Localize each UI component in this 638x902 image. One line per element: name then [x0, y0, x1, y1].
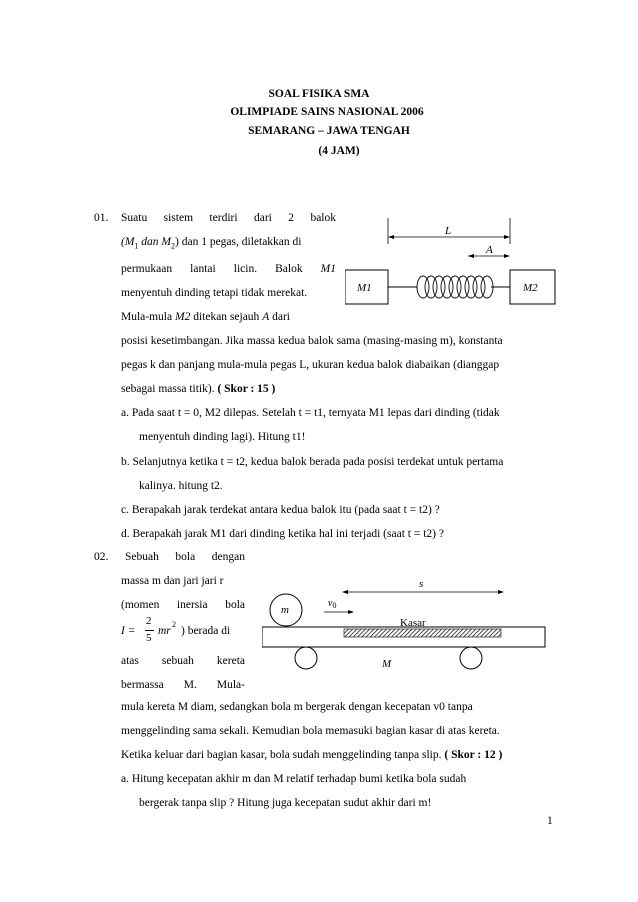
- q1-l3b: M1: [320, 263, 336, 275]
- q1-line-8: [121, 382, 275, 396]
- q1-l5b: M2: [174, 311, 191, 323]
- q1-l2c: dan M: [138, 236, 172, 248]
- q2-l4den: 5: [146, 632, 152, 644]
- q1-l5e: dari: [269, 311, 290, 323]
- q1-item-d: d. Berapakah jarak M1 dari dinding ketika hal ini terjadi (saat t = t2) ?: [121, 528, 444, 540]
- q2-line-6: bermassa M. Mula-: [121, 679, 245, 691]
- q1-l5a: Mula-mula: [121, 311, 175, 323]
- label-A: A: [486, 244, 493, 256]
- q1-line-2: [121, 235, 301, 253]
- q1-item-a-2: menyentuh dinding lagi). Hitung t1!: [139, 431, 306, 443]
- q2-score: ( Skor : 12 ): [444, 749, 503, 761]
- q1-item-a-1: a. Pada saat t = 0, M2 dilepas. Setelah t = t1, ternyata M1 lepas dari dinding (tidak: [121, 407, 500, 419]
- title-line-2: OLIMPIADE SAINS NASIONAL 2006: [230, 106, 424, 118]
- title-line-1: SOAL FISIKA SMA: [268, 88, 370, 100]
- q1-number: 01.: [94, 212, 109, 224]
- q1-line-5: [121, 310, 290, 324]
- q1-l2d: 2: [171, 241, 176, 251]
- q2-l4sup: 2: [172, 620, 176, 629]
- q1-l2a: (M: [121, 236, 135, 248]
- q1-score: ( Skor : 15 ): [217, 383, 276, 395]
- q2-l9a: Ketika keluar dari bagian kasar, bola sudah menggelinding tanpa slip.: [121, 749, 445, 761]
- title-line-4: (4 JAM): [318, 145, 360, 157]
- page-number: 1: [547, 815, 553, 827]
- label-m2: M2: [523, 282, 538, 294]
- q1-line-7: pegas k dan panjang mula-mula pegas L, ukuran kedua balok diabaikan (dianggap: [121, 359, 500, 371]
- q1-l3a: permukaan lantai licin. Balok: [121, 263, 321, 275]
- q2-line-8: menggelinding sama sekali. Kemudian bola memasuki bagian kasar di atas kereta.: [121, 725, 500, 737]
- fraction-bar: [145, 630, 154, 631]
- q2-line-4: [121, 616, 251, 648]
- q2-l4num: 2: [146, 615, 152, 627]
- q2-l4a: I =: [121, 625, 136, 637]
- q1-l8a: sebagai massa titik).: [121, 383, 218, 395]
- q2-l4b: mr: [158, 625, 171, 637]
- q1-l2e: ) dan 1 pegas, diletakkan di: [175, 236, 302, 248]
- label-m1: M1: [357, 282, 372, 294]
- q2-line-9: [121, 748, 502, 762]
- q1-l5d: A: [262, 311, 270, 323]
- q1-l2b: 1: [134, 241, 139, 251]
- label-s: s: [419, 578, 424, 590]
- wheel-left: [295, 647, 317, 669]
- q1-l5c: ditekan sejauh: [190, 311, 263, 323]
- q1-line-1: Suatu sistem terdiri dari 2 balok: [121, 212, 336, 224]
- label-L: L: [445, 225, 452, 237]
- wheel-right: [460, 647, 482, 669]
- q2-l4c: ) berada di: [181, 625, 231, 637]
- label-m: m: [281, 604, 289, 616]
- q1-line-6: posisi kesetimbangan. Jika massa kedua balok sama (masing-masing m), konstanta: [121, 335, 503, 347]
- q2-line-7: mula kereta M diam, sedangkan bola m bergerak dengan kecepatan v0 tanpa: [121, 701, 473, 713]
- label-cart-M: M: [382, 658, 392, 670]
- q1-line-3: [121, 262, 336, 276]
- label-v0: $v_0$: [328, 598, 337, 610]
- q2-item-a-1: a. Hitung kecepatan akhir m dan M relatif terhadap bumi ketika bola sudah: [121, 773, 467, 785]
- q1-item-b-1: b. Selanjutnya ketika t = t2, kedua balok berada pada posisi terdekat untuk pertama: [121, 456, 504, 468]
- label-kasar: Kasar: [400, 617, 426, 629]
- q2-line-2: massa m dan jari jari r: [121, 575, 224, 587]
- q1-item-c: c. Berapakah jarak terdekat antara kedua balok itu (pada saat t = t2) ?: [121, 504, 440, 516]
- spring: [417, 276, 493, 298]
- q2-line-1: Sebuah bola dengan: [125, 551, 245, 563]
- q2-line-3: (momen inersia bola: [121, 599, 245, 611]
- q2-cart-figure: [262, 575, 552, 675]
- rough-surface: [344, 629, 501, 637]
- q1-line-4: menyentuh dinding tetapi tidak merekat.: [121, 287, 308, 299]
- q1-spring-figure: [345, 218, 557, 308]
- title-line-3: SEMARANG – JAWA TENGAH: [248, 125, 410, 137]
- q2-line-5: atas sebuah kereta: [121, 655, 245, 667]
- q2-item-a-2: bergerak tanpa slip ? Hitung juga kecepatan sudut akhir dari m!: [139, 797, 432, 809]
- q2-number: 02.: [94, 551, 109, 563]
- q1-item-b-2: kalinya. hitung t2.: [139, 480, 223, 492]
